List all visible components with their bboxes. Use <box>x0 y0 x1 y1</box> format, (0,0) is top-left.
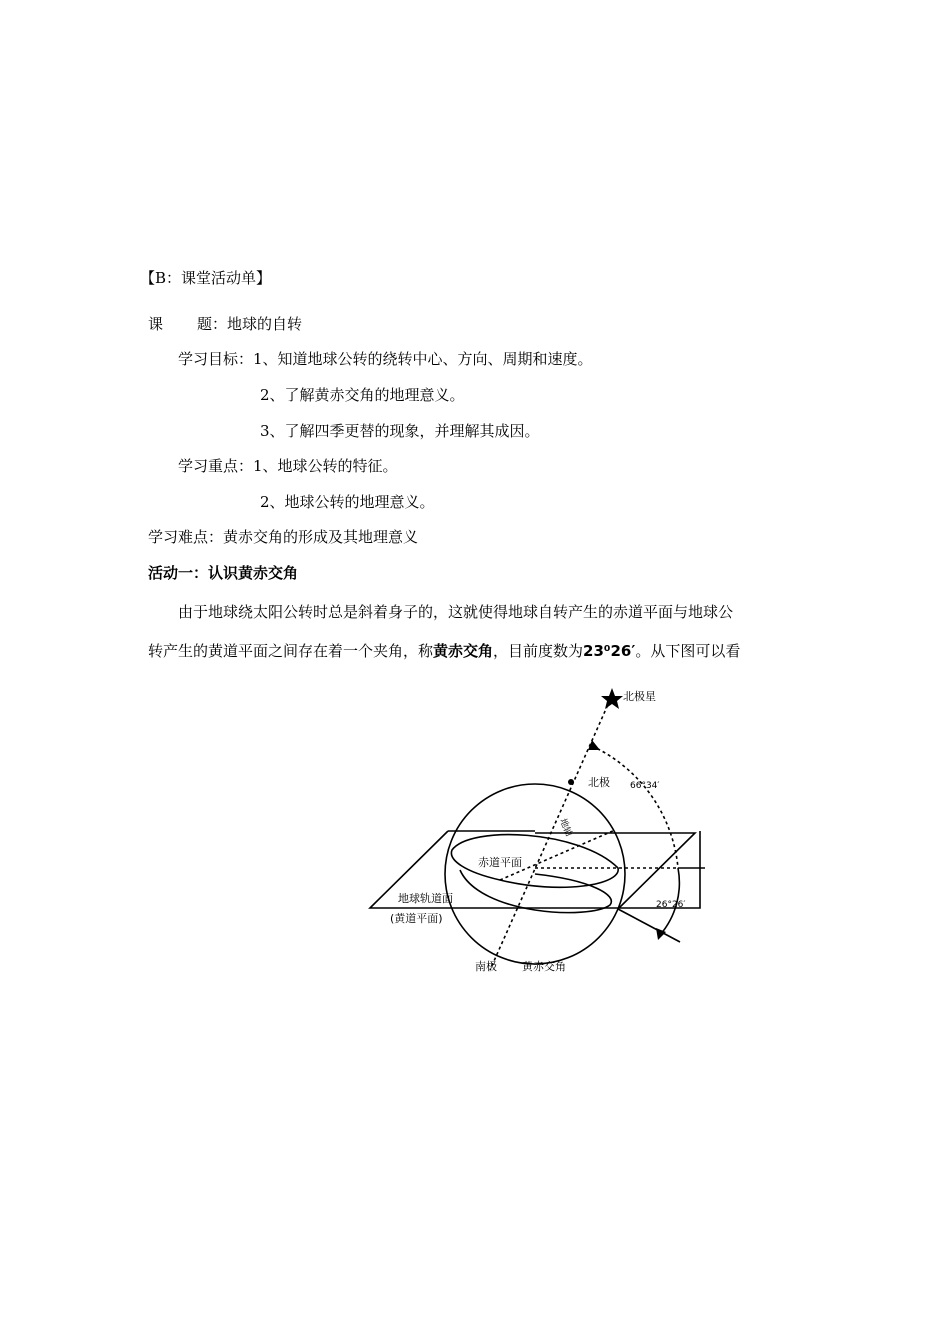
para-text-a: 转产生的黄道平面之间存在着一个夹角，称 <box>148 642 434 660</box>
orbit-ellipse <box>460 870 611 913</box>
key-points-line-1 <box>178 456 398 476</box>
angle-arc-top <box>592 746 678 868</box>
obliquity-term: 黄赤交角 <box>433 642 494 660</box>
activity-paragraph-line-2 <box>148 641 740 661</box>
para-text-c: 。从下图可以看 <box>635 642 741 660</box>
key-points-line-2: 2、地球公转的地理意义。 <box>260 493 435 511</box>
lesson-title: 地球的自转 <box>227 315 303 333</box>
tilt-extension-line <box>618 909 680 942</box>
label-polaris: 北极星 <box>623 690 656 703</box>
difficulty-label: 学习难点： <box>148 528 224 546</box>
label-south-pole: 南极 <box>475 960 497 973</box>
lesson-label-b: 题： <box>197 315 228 333</box>
label-orbit-plane: 地球轨道面 <box>398 892 453 905</box>
label-angle-top: 66°34′ <box>630 781 660 791</box>
para-text-b: ，目前度数为 <box>493 642 584 660</box>
equator-ellipse <box>451 835 618 888</box>
label-obliquity: 黄赤交角 <box>522 960 566 973</box>
label-ecliptic-plane: (黄道平面) <box>390 912 443 925</box>
label-axis: 地轴 <box>557 817 574 838</box>
goals-label: 学习目标： <box>178 350 254 368</box>
lesson-title-line <box>148 314 302 334</box>
activity-title: 活动一：认识黄赤交角 <box>148 564 299 582</box>
label-angle-bottom: 26°26′ <box>656 900 686 910</box>
goals-line-3: 3、了解四季更替的现象，并理解其成因。 <box>260 422 540 440</box>
label-equator-plane: 赤道平面 <box>478 856 522 869</box>
axis-north-marker <box>568 779 574 785</box>
lesson-label-a: 课 <box>148 315 164 333</box>
label-north-pole: 北极 <box>588 776 610 789</box>
goals-line-2: 2、了解黄赤交角的地理意义。 <box>260 386 465 404</box>
orbit-dashed-line <box>500 830 615 880</box>
difficulty-line <box>148 527 418 547</box>
section-header: 【B：课堂活动单】 <box>140 269 272 287</box>
key-point-item: 1、地球公转的特征。 <box>253 457 398 475</box>
difficulty-text: 黄赤交角的形成及其地理意义 <box>223 528 419 546</box>
goal-item: 1、知道地球公转的绕转中心、方向、周期和速度。 <box>253 350 593 368</box>
activity-paragraph-line-1: 由于地球绕太阳公转时总是斜着身子的，这就使得地球自转产生的赤道平面与地球公 <box>178 603 734 621</box>
goals-line-1 <box>178 349 593 369</box>
key-points-label: 学习重点： <box>178 457 254 475</box>
equator-plane-outline <box>535 833 695 909</box>
north-star-icon <box>601 688 623 709</box>
obliquity-diagram <box>360 680 705 980</box>
obliquity-degree: 23⁰26′ <box>583 642 636 660</box>
